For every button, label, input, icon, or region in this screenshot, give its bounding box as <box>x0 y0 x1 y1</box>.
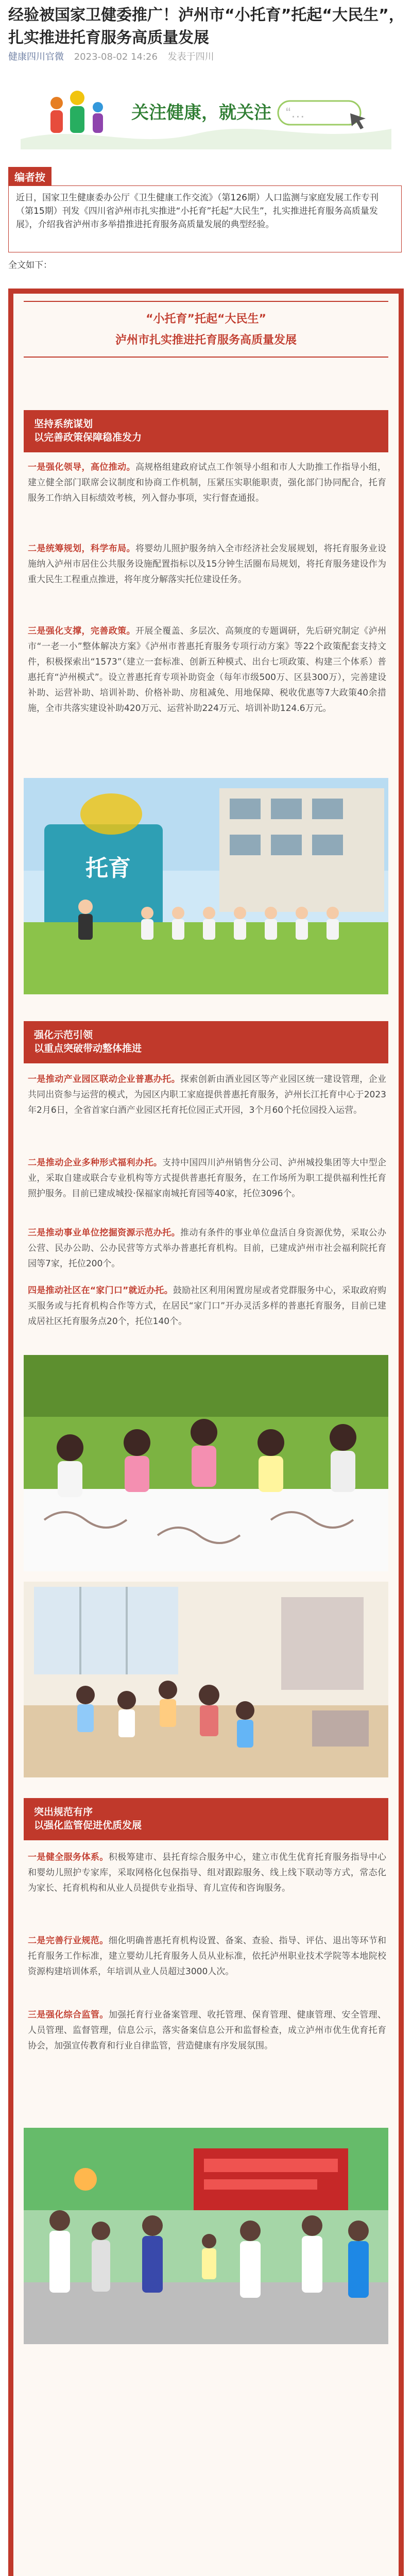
section-3-subtitle: 以强化监管促进优质发展 <box>34 1820 142 1831</box>
section-1-paragraph-3 <box>28 623 386 716</box>
paragraph-text: 探索创新由酒业园区等产业园区统一建设管理，企业共同出资参与运营的模式，为园区内职工家庭提供普惠托育服务，泸州长江托育中心于2023年2月6日，全省首家白酒产业园区托育托位园正式开园，3个月60个托位园投入运营。 <box>28 1074 387 1115</box>
section-2-paragraph-1 <box>28 1072 386 1118</box>
paragraph-lead: 四是推动社区在“家门口”就近办托。 <box>28 1285 173 1296</box>
section-3-paragraph-1 <box>28 1850 386 1896</box>
editor-note-tag: 编者按 <box>8 167 52 186</box>
paragraph-text: 推动有条件的事业单位盘活自身资源优势，采取公办公营、民办公助、公办民营等方式举办普惠托育机构。目前，已建成泸州市社会福利院托育园等7家，托位200个。 <box>28 1228 387 1269</box>
paragraph-text: 积极筹建市、县托育综合服务中心，建立市优生优育托育服务指导中心和婴幼儿照护专家库，采取网格化包保指导、组对跟踪服务、线上线下联动等方式，常态化为家长、托育机构和从业人员提供专业指导、育儿宣传和咨询服务。 <box>28 1852 387 1893</box>
paragraph-text: 鼓励社区利用闲置房屋或者党群服务中心，采取政府购买服务或与托育机构合作等方式，在居民“家门口”开办灵活多样的普惠托育服务，目前已建成居社区托育服务点20个，托位140个。 <box>28 1285 386 1327</box>
paragraph-lead: 二是统筹规划，科学布局。 <box>28 544 135 554</box>
section-1-banner <box>24 410 388 452</box>
section-2-subtitle: 以重点突破带动整体推进 <box>34 1043 142 1054</box>
section-1-paragraph-2 <box>28 541 386 587</box>
paragraph-lead: 一是强化领导，高位推动。 <box>28 462 135 472</box>
section-1-title: 坚持系统谋划 <box>34 418 93 430</box>
section-3-paragraph-2 <box>28 1933 386 1979</box>
publish-location: 发表于四川 <box>167 52 214 62</box>
paragraph-text: 高规格组建政府试点工作领导小组和市人大助推工作指导小组，建立健全部门联席会议制度和协商工作机制，压紧压实职能职责，强化部门协同配合，托育服务工作纳入目标绩效考核，列入督办事项，实行督查通报。 <box>28 462 387 503</box>
article-body <box>13 294 399 2576</box>
section-1-paragraph-1 <box>28 460 386 506</box>
photo-classroom <box>24 1582 388 1777</box>
section-2-title: 强化示范引领 <box>34 1029 93 1041</box>
header-line-2: 泸州市扎实推进托育服务高质量发展 <box>115 334 297 347</box>
section-2-paragraph-3 <box>28 1225 386 1272</box>
publish-date: 2023-08-02 14:26 <box>74 52 158 62</box>
paragraph-lead: 二是完善行业规范。 <box>28 1936 109 1946</box>
article-title: 经验被国家卫健委推广！泸州市“小托育”托起“大民生”，扎实推进托育服务高质量发展 <box>8 6 404 47</box>
article-header-band <box>24 301 388 358</box>
paragraph-text: 细化明确普惠托育机构设置、备案、查验、指导、评估、退出等环节和托育服务工作标准，建立婴幼儿托育服务人员从业标准，依托泸州职业技术学院等本地院校资源构建培训体系，年培训从业人员超过3000人次。 <box>28 1936 387 1977</box>
paragraph-text: 加强托育行业备案管理、收托管理、保育管理、健康管理、安全管理、人员管理、监督管理，信息公示，落实备案信息公开和监督检查，成立泸州市优生优育托育协会，加强宣传教育和行业自律监管，营造健康有序发展氛围。 <box>28 2010 387 2051</box>
paragraph-text: 将婴幼儿照护服务纳入全市经济社会发展规划，将托育服务业设施纳入泸州市居住公共服务设施配置指标以及15分钟生活圈布局规划，将托育服务建设作为重大民生工程重点推进，将年度分解落实托位建设任务。 <box>28 544 387 585</box>
section-3-banner <box>24 1798 388 1840</box>
fulltext-label: 全文如下： <box>8 260 52 270</box>
photo-children-painting <box>24 1355 388 1571</box>
paragraph-lead: 三是强化支撑，完善政策。 <box>28 626 135 636</box>
photo-outdoor-event <box>24 2128 388 2344</box>
header-banner <box>21 72 391 149</box>
paragraph-text: 支持中国四川泸州销售分公司、泸州城投集团等大中型企业，采取自建或联合专业机构等方式提供普惠托育服务，在工作场所为职工提供福利性托育照护服务。目前已建成城投·保福家南城托育园等40家，托位3096个。 <box>28 1158 387 1199</box>
account-name-link[interactable]: 健康四川官微 <box>8 52 64 62</box>
section-2-banner <box>24 1021 388 1063</box>
section-2-paragraph-2 <box>28 1155 386 1201</box>
paragraph-lead: 一是推动产业园区联动企业普惠办托。 <box>28 1074 180 1084</box>
paragraph-text: 开展全覆盖、多层次、高频度的专题调研，先后研究制定《泸州市“一老一小”整体解决方案》《泸州市普惠托育服务专项行动方案》等22个政策配套支持文件，积极探索出“1573”（建立一套标准、创新五种模式、出台七项政策、构建三个体系）普惠托育“泸州模式”。设立普惠托育专项补助资金（每年市级500万、区县300万），完善建设补助、运营补助、培训补助、价格补助、房租减免、用地保障、税收优惠等7大政策40余措施，全市共落实建设补助420万元、运营补助224万元、培训补助124.6万元。 <box>28 626 387 714</box>
section-2-paragraph-4 <box>28 1283 386 1329</box>
banner-slogan: 关注健康，就关注 <box>131 103 271 123</box>
section-3-paragraph-3 <box>28 2007 386 2054</box>
article-meta <box>8 49 214 63</box>
paragraph-lead: 二是推动企业多种形式福利办托。 <box>28 1158 163 1168</box>
paragraph-lead: 一是健全服务体系。 <box>28 1852 109 1862</box>
editor-note-text: 近日，国家卫生健康委办公厅《卫生健康工作交流》（第126期）人口监测与家庭发展工作专刊（第15期）刊发《四川省泸州市扎实推进“小托育”托起“大民生”，扎实推进托育服务高质量发展》，介绍我省泸州市多举措推进托育服务高质量发展的典型经验。 <box>8 185 402 252</box>
header-line-1: “小托育”托起“大民生” <box>146 313 266 326</box>
section-1-subtitle: 以完善政策保障稳准发力 <box>34 432 142 443</box>
paragraph-lead: 三是推动事业单位挖掘资源示范办托。 <box>28 1228 180 1238</box>
section-3-title: 突出规范有序 <box>34 1806 93 1818</box>
paragraph-lead: 三是强化综合监管。 <box>28 2010 109 2020</box>
article-frame <box>8 289 404 2576</box>
photo-children-playground <box>24 778 388 994</box>
photo-sign-text: 托育 <box>85 856 131 881</box>
svg-text:“…: “… <box>286 105 305 121</box>
